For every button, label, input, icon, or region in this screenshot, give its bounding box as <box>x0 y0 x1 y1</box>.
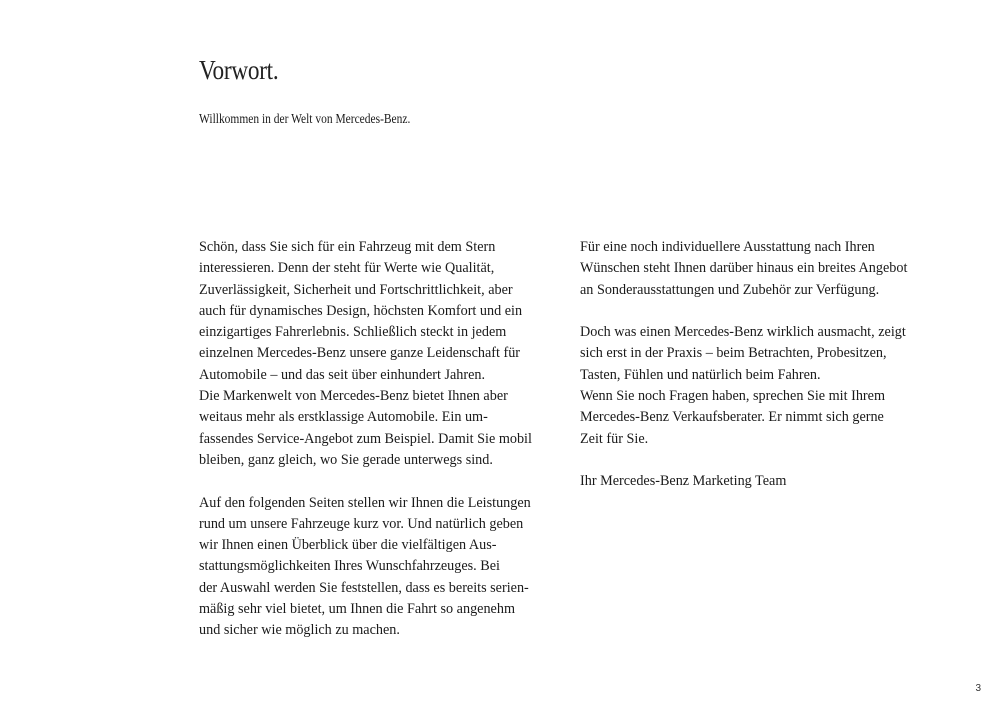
text-line: Zuverlässigkeit, Sicherheit und Fortschrittlichkeit, aber <box>199 281 513 298</box>
text-line: Ihr Mercedes-Benz Marketing Team <box>580 473 787 490</box>
text-line: sich erst in der Praxis – beim Betrachten, Probesitzen, <box>580 345 887 362</box>
text-line: und sicher wie möglich zu machen. <box>199 622 400 639</box>
text-line: wir Ihnen einen Überblick über die vielfältigen Aus- <box>199 537 497 554</box>
text-line: Die Markenwelt von Mercedes-Benz bietet Ihnen aber <box>199 388 508 405</box>
text-line: der Auswahl werden Sie feststellen, dass es bereits serien- <box>199 579 529 596</box>
text-line: Für eine noch individuellere Ausstattung nach Ihren <box>580 239 875 255</box>
text-line: Mercedes-Benz Verkaufsberater. Er nimmt sich gerne <box>580 409 884 426</box>
text-line: rund um unsere Fahrzeuge kurz vor. Und natürlich geben <box>199 515 524 532</box>
text-line: Tasten, Fühlen und natürlich beim Fahren. <box>580 366 821 383</box>
text-line: einzelnen Mercedes-Benz unsere ganze Leidenschaft für <box>199 345 521 362</box>
paragraph <box>580 322 960 450</box>
text-line: interessieren. Denn der steht für Werte wie Qualität, <box>199 260 495 277</box>
text-line: einzigartiges Fahrerlebnis. Schließlich steckt in jedem <box>199 324 507 341</box>
text-line: bleiben, ganz gleich, wo Sie gerade unterwegs sind. <box>199 451 493 468</box>
text-line: Auf den folgenden Seiten stellen wir Ihnen die Leistungen <box>199 494 531 511</box>
text-line: fassendes Service-Angebot zum Beispiel. Damit Sie mobil <box>199 430 532 447</box>
text-line: auch für dynamisches Design, höchsten Komfort und ein <box>199 302 523 319</box>
text-line: stattungsmöglichkeiten Ihres Wunschfahrzeuges. Bei <box>199 558 500 575</box>
text-line: Wünschen steht Ihnen darüber hinaus ein breites Angebot <box>580 260 908 277</box>
text-line: Zeit für Sie. <box>580 430 649 447</box>
text-line: mäßig sehr viel bietet, um Ihnen die Fahrt so angenehm <box>199 601 515 618</box>
text-line: Wenn Sie noch Fragen haben, sprechen Sie mit Ihrem <box>580 388 885 405</box>
right-column <box>580 237 960 514</box>
paragraph <box>199 493 579 642</box>
text-line: Doch was einen Mercedes-Benz wirklich ausmacht, zeigt <box>580 324 906 341</box>
text-line: weitaus mehr als erstklassige Automobile. Ein um- <box>199 409 488 426</box>
text-line: Schön, dass Sie sich für ein Fahrzeug mit dem Stern <box>199 239 496 255</box>
paragraph <box>580 471 960 492</box>
page-title: Vorwort. <box>199 55 279 85</box>
text-line: Automobile – und das seit über einhundert Jahren. <box>199 366 486 383</box>
page-subtitle: Willkommen in der Welt von Mercedes-Benz. <box>199 112 411 127</box>
left-column <box>199 237 579 663</box>
text-line: an Sonderausstattungen und Zubehör zur Verfügung. <box>580 281 880 298</box>
paragraph <box>580 237 960 301</box>
paragraph <box>199 237 579 471</box>
page-number: 3 <box>975 683 981 694</box>
